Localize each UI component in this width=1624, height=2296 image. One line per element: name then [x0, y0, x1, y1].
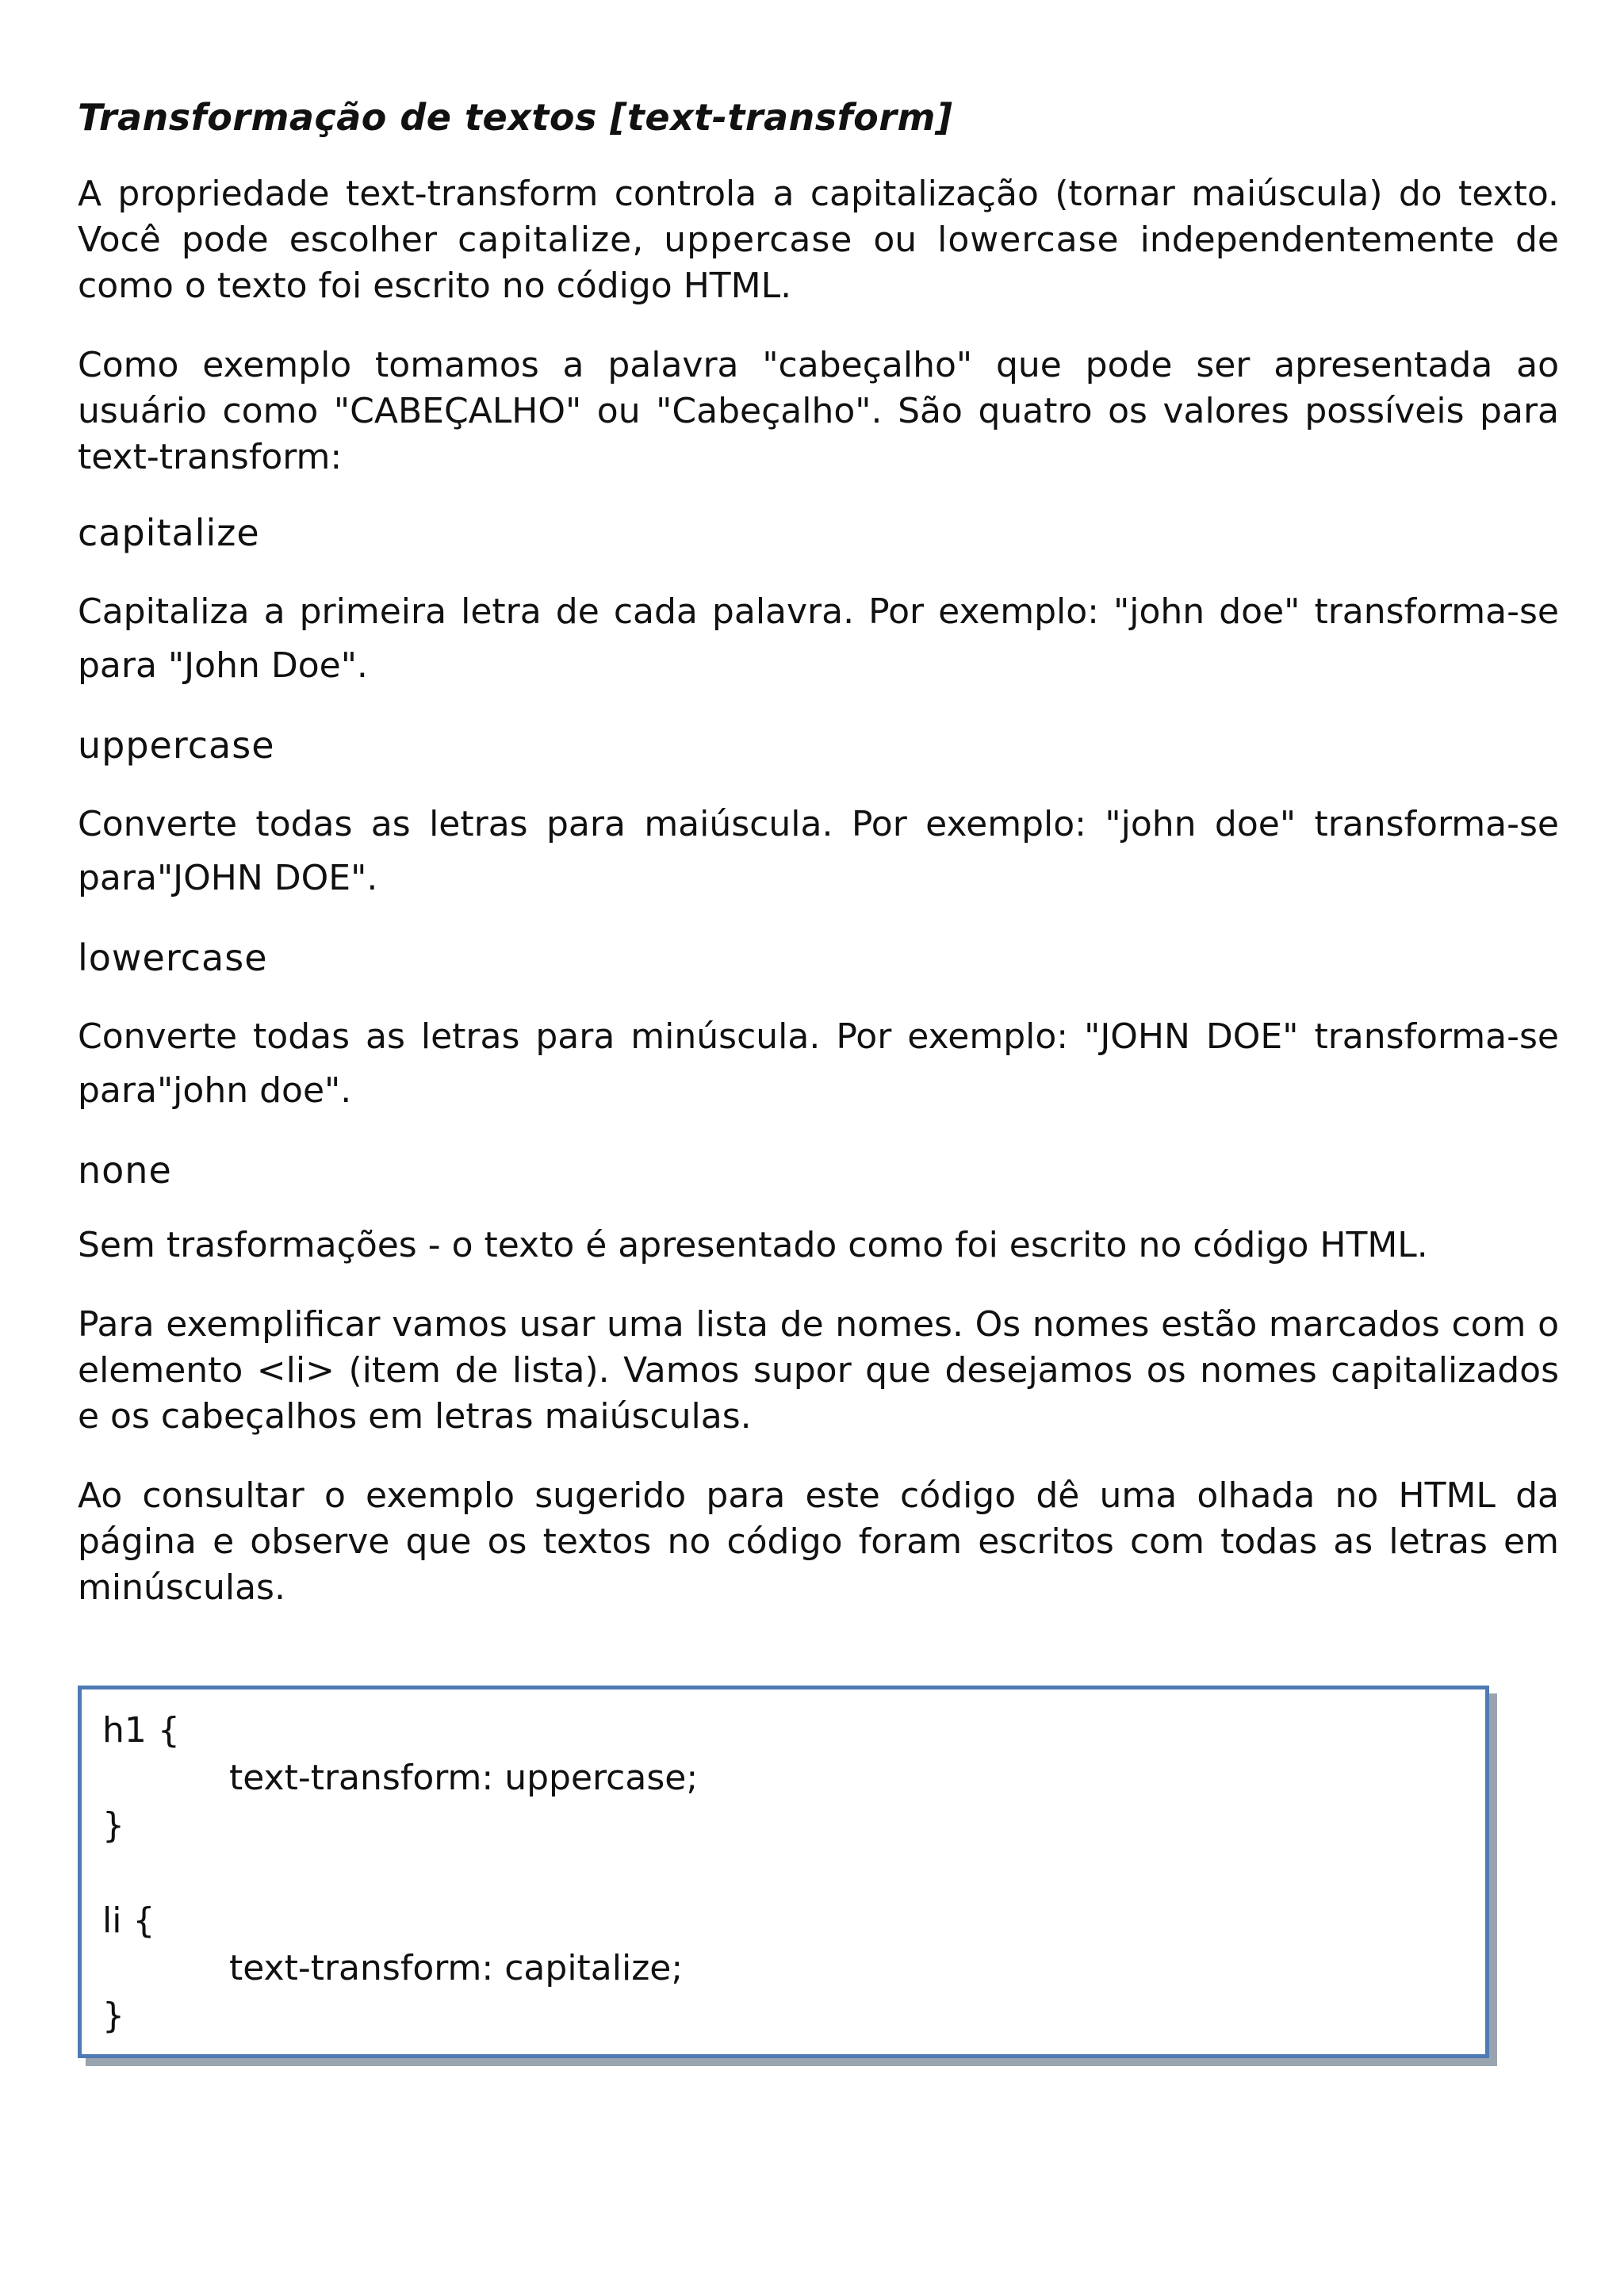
page-title: Transformação de textos [text-transform] — [78, 96, 953, 139]
keyword-lowercase: lowercase — [937, 220, 1120, 260]
keyword-uppercase: uppercase — [664, 220, 853, 260]
intro-paragraph-2: Como exemplo tomamos a palavra "cabeçalho" que pode ser apresentada ao usuário como "CABEÇALHO" ou "Cabeçalho". São quatro os valores possíveis para text-transform: — [78, 345, 1559, 477]
intro-sep-2: ou — [852, 220, 938, 260]
code-line-h1-rule: text-transform: uppercase; — [229, 1758, 699, 1798]
value-description-uppercase: Converte todas as letras para maiúscula. Por exemplo: "john doe" transforma-se para"JOHN DOE". — [78, 804, 1559, 898]
document-page — [78, 94, 1559, 1644]
value-term-capitalize: capitalize — [78, 511, 260, 554]
value-term-lowercase: lowercase — [78, 936, 268, 979]
intro-paragraph-1 — [78, 171, 1559, 309]
value-description-capitalize: Capitaliza a primeira letra de cada palavra. Por exemplo: "john doe" transforma-se para "John Doe". — [78, 591, 1559, 686]
example-paragraph-1: Para exemplificar vamos usar uma lista de nomes. Os nomes estão marcados com o elemento <li> (item de lista). Vamos supor que desejamos os nomes capitalizados e os cabeçalhos em letras maiúsculas. — [78, 1304, 1559, 1437]
value-term-uppercase: uppercase — [78, 724, 275, 767]
code-line-li-open: li { — [102, 1900, 155, 1941]
value-description-lowercase: Converte todas as letras para minúscula. Por exemplo: "JOHN DOE" transforma-se para"john doe". — [78, 1016, 1559, 1111]
code-line-blank — [102, 1850, 1485, 1897]
intro-text-b: independentemente de como o texto foi escrito no código HTML. — [78, 220, 1559, 306]
intro-text-a: A propriedade text-transform controla a capitalização (tornar maiúscula) do texto. Você pode escolher — [78, 174, 1559, 260]
code-line-h1-open: h1 { — [102, 1710, 180, 1751]
code-line-li-rule: text-transform: capitalize; — [229, 1948, 684, 1988]
keyword-capitalize: capitalize — [458, 220, 633, 260]
example-paragraph-2: Ao consultar o exemplo sugerido para este código dê uma olhada no HTML da página e observe que os textos no código foram escritos com todas as letras em minúsculas. — [78, 1475, 1559, 1608]
intro-sep-1: , — [632, 220, 665, 260]
code-line-li-close: } — [102, 1996, 124, 2036]
code-example-box — [78, 1686, 1489, 2058]
code-line-h1-close: } — [102, 1805, 124, 1846]
value-description-none: Sem trasformações - o texto é apresentado como foi escrito no código HTML. — [78, 1225, 1428, 1265]
value-term-none: none — [78, 1149, 172, 1192]
